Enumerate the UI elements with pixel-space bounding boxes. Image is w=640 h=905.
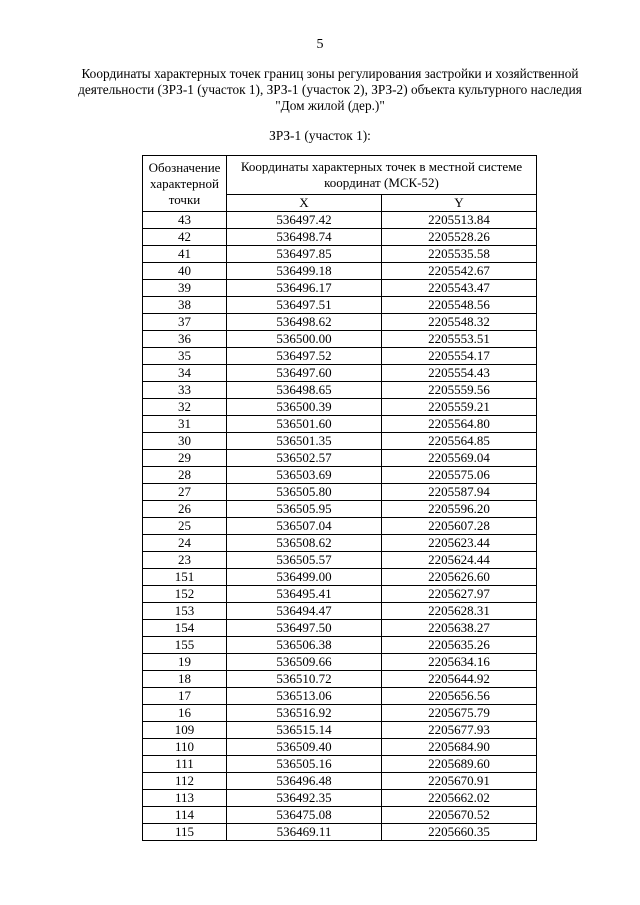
point-id-cell: 19	[143, 654, 227, 671]
y-coordinate-cell: 2205542.67	[382, 263, 537, 280]
x-coordinate-cell: 536502.57	[227, 450, 382, 467]
y-coordinate-cell: 2205554.43	[382, 365, 537, 382]
y-coordinate-cell: 2205569.04	[382, 450, 537, 467]
y-coordinate-cell: 2205670.52	[382, 807, 537, 824]
point-id-cell: 151	[143, 569, 227, 586]
table-row	[143, 790, 537, 807]
x-coordinate-cell: 536508.62	[227, 535, 382, 552]
table-row	[143, 739, 537, 756]
x-coordinate-cell: 536497.60	[227, 365, 382, 382]
x-coordinate-cell: 536500.39	[227, 399, 382, 416]
x-coordinate-cell: 536495.41	[227, 586, 382, 603]
y-coordinate-cell: 2205543.47	[382, 280, 537, 297]
point-id-cell: 36	[143, 331, 227, 348]
point-id-cell: 114	[143, 807, 227, 824]
y-coordinate-cell: 2205656.56	[382, 688, 537, 705]
table-row	[143, 705, 537, 722]
point-id-cell: 154	[143, 620, 227, 637]
x-coordinate-cell: 536505.95	[227, 501, 382, 518]
x-coordinate-cell: 536505.16	[227, 756, 382, 773]
point-id-cell: 39	[143, 280, 227, 297]
table-row	[143, 603, 537, 620]
x-coordinate-cell: 536496.48	[227, 773, 382, 790]
y-coordinate-cell: 2205677.93	[382, 722, 537, 739]
point-id-cell: 38	[143, 297, 227, 314]
point-id-cell: 30	[143, 433, 227, 450]
title-line-2: деятельности (ЗРЗ-1 (участок 1), ЗРЗ-1 (участок 2), ЗРЗ-2) объекта культурного наследия	[78, 82, 582, 97]
point-id-cell: 153	[143, 603, 227, 620]
y-coordinate-cell: 2205596.20	[382, 501, 537, 518]
y-coordinate-cell: 2205623.44	[382, 535, 537, 552]
point-id-cell: 31	[143, 416, 227, 433]
point-id-cell: 42	[143, 229, 227, 246]
point-id-cell: 155	[143, 637, 227, 654]
table-row	[143, 824, 537, 841]
title-line-1: Координаты характерных точек границ зоны регулирования застройки и хозяйственной	[81, 66, 579, 81]
table-row	[143, 671, 537, 688]
point-id-cell: 110	[143, 739, 227, 756]
point-id-cell: 40	[143, 263, 227, 280]
x-coordinate-cell: 536469.11	[227, 824, 382, 841]
x-coordinate-cell: 536494.47	[227, 603, 382, 620]
x-coordinate-cell: 536505.80	[227, 484, 382, 501]
x-coordinate-cell: 536497.42	[227, 212, 382, 229]
point-column-header: Обозначение характерной точки	[143, 156, 227, 212]
table-row	[143, 552, 537, 569]
y-coordinate-cell: 2205553.51	[382, 331, 537, 348]
y-coordinate-cell: 2205626.60	[382, 569, 537, 586]
table-row	[143, 484, 537, 501]
table-row	[143, 773, 537, 790]
y-coordinate-cell: 2205559.21	[382, 399, 537, 416]
y-coordinate-cell: 2205554.17	[382, 348, 537, 365]
x-coordinate-cell: 536496.17	[227, 280, 382, 297]
y-coordinate-cell: 2205548.32	[382, 314, 537, 331]
point-id-cell: 24	[143, 535, 227, 552]
y-coordinate-cell: 2205624.44	[382, 552, 537, 569]
point-id-cell: 152	[143, 586, 227, 603]
y-coordinate-cell: 2205627.97	[382, 586, 537, 603]
y-coordinate-cell: 2205535.58	[382, 246, 537, 263]
y-coordinate-cell: 2205587.94	[382, 484, 537, 501]
y-coordinate-cell: 2205670.91	[382, 773, 537, 790]
table-header	[143, 156, 537, 212]
y-coordinate-cell: 2205662.02	[382, 790, 537, 807]
point-id-cell: 33	[143, 382, 227, 399]
x-coordinate-cell: 536507.04	[227, 518, 382, 535]
table-row	[143, 569, 537, 586]
table-row	[143, 365, 537, 382]
x-coordinate-cell: 536492.35	[227, 790, 382, 807]
table-row	[143, 314, 537, 331]
table-row	[143, 416, 537, 433]
point-id-cell: 111	[143, 756, 227, 773]
table-row	[143, 722, 537, 739]
x-coordinate-cell: 536501.60	[227, 416, 382, 433]
x-coordinate-cell: 536503.69	[227, 467, 382, 484]
point-id-cell: 37	[143, 314, 227, 331]
y-coordinate-cell: 2205675.79	[382, 705, 537, 722]
table-row	[143, 807, 537, 824]
y-coordinate-cell: 2205564.80	[382, 416, 537, 433]
table-row	[143, 586, 537, 603]
y-coordinate-cell: 2205575.06	[382, 467, 537, 484]
y-coordinate-cell: 2205635.26	[382, 637, 537, 654]
table-row	[143, 637, 537, 654]
y-coordinate-cell: 2205548.56	[382, 297, 537, 314]
x-coordinate-cell: 536497.85	[227, 246, 382, 263]
table-row	[143, 331, 537, 348]
table-row	[143, 348, 537, 365]
table-row	[143, 263, 537, 280]
table-row	[143, 229, 537, 246]
point-id-cell: 112	[143, 773, 227, 790]
point-id-cell: 17	[143, 688, 227, 705]
page-number: 5	[316, 37, 324, 52]
y-coordinate-cell: 2205559.56	[382, 382, 537, 399]
table-row	[143, 433, 537, 450]
point-id-cell: 34	[143, 365, 227, 382]
y-column-header: Y	[382, 195, 537, 212]
table-row	[143, 297, 537, 314]
point-id-cell: 32	[143, 399, 227, 416]
x-coordinate-cell: 536498.74	[227, 229, 382, 246]
table-body	[143, 212, 537, 841]
x-coordinate-cell: 536516.92	[227, 705, 382, 722]
table-row	[143, 399, 537, 416]
x-coordinate-cell: 536509.40	[227, 739, 382, 756]
point-id-cell: 23	[143, 552, 227, 569]
x-coordinate-cell: 536498.62	[227, 314, 382, 331]
point-id-cell: 41	[143, 246, 227, 263]
x-coordinate-cell: 536509.66	[227, 654, 382, 671]
table-row	[143, 382, 537, 399]
y-coordinate-cell: 2205644.92	[382, 671, 537, 688]
x-coordinate-cell: 536515.14	[227, 722, 382, 739]
x-coordinate-cell: 536499.00	[227, 569, 382, 586]
x-coordinate-cell: 536513.06	[227, 688, 382, 705]
table-row	[143, 212, 537, 229]
y-coordinate-cell: 2205660.35	[382, 824, 537, 841]
y-coordinate-cell: 2205528.26	[382, 229, 537, 246]
table-row	[143, 688, 537, 705]
x-coordinate-cell: 536499.18	[227, 263, 382, 280]
table-row	[143, 450, 537, 467]
point-id-cell: 28	[143, 467, 227, 484]
x-coordinate-cell: 536510.72	[227, 671, 382, 688]
x-coordinate-cell: 536497.50	[227, 620, 382, 637]
document-title	[60, 66, 600, 114]
x-coordinate-cell: 536498.65	[227, 382, 382, 399]
point-id-cell: 26	[143, 501, 227, 518]
x-coordinate-cell: 536500.00	[227, 331, 382, 348]
table-row	[143, 654, 537, 671]
section-title: ЗРЗ-1 (участок 1):	[269, 128, 371, 143]
point-id-cell: 113	[143, 790, 227, 807]
y-coordinate-cell: 2205638.27	[382, 620, 537, 637]
point-id-cell: 115	[143, 824, 227, 841]
table-row	[143, 467, 537, 484]
x-coordinate-cell: 536497.51	[227, 297, 382, 314]
title-line-3: "Дом жилой (дер.)"	[275, 98, 385, 113]
y-coordinate-cell: 2205607.28	[382, 518, 537, 535]
x-coordinate-cell: 536506.38	[227, 637, 382, 654]
point-id-cell: 18	[143, 671, 227, 688]
point-id-cell: 109	[143, 722, 227, 739]
point-id-cell: 35	[143, 348, 227, 365]
y-coordinate-cell: 2205564.85	[382, 433, 537, 450]
point-id-cell: 16	[143, 705, 227, 722]
table-row	[143, 246, 537, 263]
table-row	[143, 756, 537, 773]
table-row	[143, 535, 537, 552]
y-coordinate-cell: 2205628.31	[382, 603, 537, 620]
point-id-cell: 27	[143, 484, 227, 501]
x-coordinate-cell: 536475.08	[227, 807, 382, 824]
y-coordinate-cell: 2205684.90	[382, 739, 537, 756]
y-coordinate-cell: 2205689.60	[382, 756, 537, 773]
x-coordinate-cell: 536497.52	[227, 348, 382, 365]
x-coordinate-cell: 536505.57	[227, 552, 382, 569]
x-coordinate-cell: 536501.35	[227, 433, 382, 450]
coordinates-table	[142, 155, 537, 841]
point-id-cell: 29	[143, 450, 227, 467]
table-row	[143, 518, 537, 535]
coordinates-column-header: Координаты характерных точек в местной системе координат (МСК-52)	[227, 156, 537, 195]
y-coordinate-cell: 2205513.84	[382, 212, 537, 229]
point-id-cell: 25	[143, 518, 227, 535]
y-coordinate-cell: 2205634.16	[382, 654, 537, 671]
x-column-header: X	[227, 195, 382, 212]
table-row	[143, 501, 537, 518]
point-id-cell: 43	[143, 212, 227, 229]
table-row	[143, 280, 537, 297]
table-row	[143, 620, 537, 637]
